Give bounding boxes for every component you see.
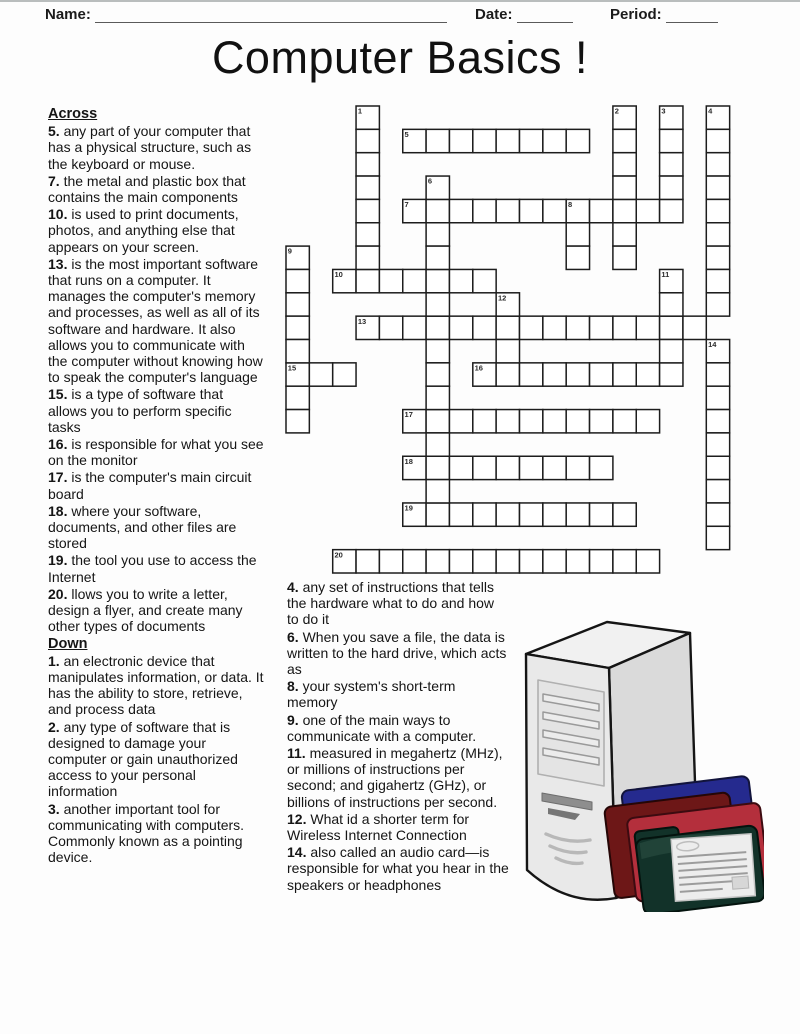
folders bbox=[602, 775, 764, 912]
cell-number: 4 bbox=[708, 106, 713, 116]
date-blank-line[interactable] bbox=[517, 7, 573, 23]
grid-cell[interactable] bbox=[613, 503, 636, 526]
clue-number: 20. bbox=[48, 585, 72, 602]
grid-cell[interactable] bbox=[543, 316, 566, 339]
grid-cell[interactable] bbox=[449, 199, 472, 222]
grid-cell[interactable] bbox=[449, 269, 472, 292]
clue-18: 18. where your software, documents, and other files are stored bbox=[48, 502, 237, 552]
grid-cell[interactable] bbox=[473, 550, 496, 573]
grid-cell[interactable] bbox=[520, 410, 543, 433]
crossword-grid bbox=[285, 105, 733, 576]
grid-cell[interactable] bbox=[590, 410, 613, 433]
cell-number: 14 bbox=[708, 340, 717, 350]
grid-cell[interactable] bbox=[543, 503, 566, 526]
clue-number: 18. bbox=[48, 502, 72, 519]
clue-column-middle bbox=[287, 579, 509, 894]
clue-13: 13. is the most important software that runs on a computer. It manages the computer's memory and processes, as well as all of its software and hardware. It also allows you to communicate with the computer without knowing how to speak the computer's language bbox=[48, 255, 263, 386]
grid-cell[interactable] bbox=[449, 503, 472, 526]
clue-number: 17. bbox=[48, 469, 72, 486]
grid-cell[interactable] bbox=[613, 176, 636, 199]
grid-cell[interactable] bbox=[660, 363, 683, 386]
clue-17: 17. is the computer's main circuit board bbox=[48, 469, 252, 502]
grid-cell[interactable] bbox=[426, 503, 449, 526]
clue-16: 16. is responsible for what you see on the monitor bbox=[48, 436, 264, 469]
grid-cell[interactable] bbox=[520, 199, 543, 222]
clue-number: 14. bbox=[287, 844, 311, 861]
grid-cell[interactable] bbox=[566, 503, 589, 526]
grid-cell[interactable] bbox=[496, 199, 519, 222]
name-field bbox=[45, 6, 447, 23]
grid-cell[interactable] bbox=[426, 293, 449, 316]
cell-number: 9 bbox=[287, 246, 292, 256]
grid-cell[interactable] bbox=[706, 410, 729, 433]
cell-number: 15 bbox=[287, 363, 297, 373]
grid-cell[interactable] bbox=[590, 199, 613, 222]
grid-cell[interactable] bbox=[590, 316, 613, 339]
page-title: Computer Basics ! bbox=[211, 32, 589, 83]
grid-cell[interactable] bbox=[403, 269, 426, 292]
grid-cell[interactable] bbox=[706, 433, 729, 456]
clue-15: 15. is a type of software that allows you to perform specific tasks bbox=[48, 386, 232, 435]
grid-cell[interactable] bbox=[379, 316, 402, 339]
grid-cell[interactable] bbox=[613, 153, 636, 176]
grid-cell[interactable] bbox=[706, 503, 729, 526]
grid-cell[interactable] bbox=[613, 129, 636, 152]
grid-cell[interactable] bbox=[706, 176, 729, 199]
grid-cell[interactable] bbox=[473, 199, 496, 222]
grid-cell[interactable] bbox=[543, 199, 566, 222]
clue-number: 1. bbox=[48, 652, 64, 669]
cell-number: 20 bbox=[334, 550, 343, 560]
grid-cell[interactable] bbox=[613, 199, 636, 222]
grid-cell[interactable] bbox=[496, 316, 519, 339]
grid-cell[interactable] bbox=[403, 550, 426, 573]
cell-number: 19 bbox=[404, 503, 413, 513]
grid-cell[interactable] bbox=[660, 340, 683, 363]
grid-cell[interactable] bbox=[706, 386, 729, 409]
grid-cell[interactable] bbox=[590, 550, 613, 573]
scan-edge-line bbox=[0, 0, 800, 2]
grid-cell[interactable] bbox=[286, 340, 309, 363]
grid-cell[interactable] bbox=[706, 480, 729, 503]
grid-cell[interactable] bbox=[426, 363, 449, 386]
period-field bbox=[610, 6, 718, 23]
grid-cell[interactable] bbox=[706, 269, 729, 292]
grid-cell[interactable] bbox=[356, 129, 379, 152]
grid-cell[interactable] bbox=[473, 410, 496, 433]
grid-cell[interactable] bbox=[496, 410, 519, 433]
grid-cell[interactable] bbox=[590, 456, 613, 479]
grid-cell[interactable] bbox=[636, 550, 659, 573]
clue-6: 6. When you save a file, the data is written to the hard drive, which acts as bbox=[287, 628, 507, 678]
grid-cell[interactable] bbox=[543, 456, 566, 479]
grid-cell[interactable] bbox=[660, 176, 683, 199]
cell-number: 7 bbox=[404, 200, 409, 209]
grid-cell[interactable] bbox=[286, 316, 309, 339]
clue-number: 16. bbox=[48, 436, 72, 453]
grid-cell[interactable] bbox=[449, 456, 472, 479]
grid-cell[interactable] bbox=[496, 129, 519, 152]
grid-cell[interactable] bbox=[660, 316, 683, 339]
grid-cell[interactable] bbox=[496, 503, 519, 526]
grid-cell[interactable] bbox=[449, 129, 472, 152]
grid-cell[interactable] bbox=[286, 410, 309, 433]
period-blank-line[interactable] bbox=[666, 7, 718, 23]
clue-number: 19. bbox=[48, 552, 72, 569]
grid-cell[interactable] bbox=[660, 293, 683, 316]
grid-cell[interactable] bbox=[520, 503, 543, 526]
grid-cell[interactable] bbox=[706, 129, 729, 152]
grid-cell[interactable] bbox=[309, 363, 332, 386]
cell-number: 6 bbox=[427, 176, 433, 186]
cell-number: 11 bbox=[661, 270, 670, 280]
date-field bbox=[475, 6, 573, 23]
grid-cell[interactable] bbox=[379, 550, 402, 573]
grid-cell[interactable] bbox=[613, 223, 636, 246]
cell-number: 16 bbox=[474, 363, 483, 373]
clue-number: 15. bbox=[48, 386, 72, 403]
grid-cell[interactable] bbox=[426, 269, 449, 292]
grid-cell[interactable] bbox=[706, 526, 729, 549]
across-heading: Across bbox=[48, 106, 98, 122]
clue-number: 2. bbox=[48, 718, 64, 735]
grid-cell[interactable] bbox=[706, 293, 729, 316]
grid-cell[interactable] bbox=[403, 316, 426, 339]
period-label: Period: bbox=[610, 6, 662, 23]
grid-cell[interactable] bbox=[496, 363, 519, 386]
grid-cell[interactable] bbox=[496, 550, 519, 573]
grid-cell[interactable] bbox=[566, 316, 589, 339]
grid-cell[interactable] bbox=[379, 269, 402, 292]
clue-number: 10. bbox=[48, 206, 72, 223]
grid-cell[interactable] bbox=[426, 316, 449, 339]
name-blank-line[interactable] bbox=[95, 7, 447, 23]
grid-cell[interactable] bbox=[520, 129, 543, 152]
grid-cell[interactable] bbox=[520, 456, 543, 479]
grid-cell[interactable] bbox=[566, 129, 589, 152]
grid-cell[interactable] bbox=[286, 269, 309, 292]
clue-1: 1. an electronic device that manipulates information, or data. It has the ability to store, retrieve, and process data bbox=[48, 652, 264, 718]
grid-cell[interactable] bbox=[426, 386, 449, 409]
down-heading: Down bbox=[48, 635, 88, 652]
clue-8: 8. your system's short-term memory bbox=[287, 678, 456, 711]
clue-column-left bbox=[48, 106, 264, 866]
clue-12: 12. What id a shorter term for Wireless Internet Connection bbox=[287, 810, 470, 844]
cell-number: 3 bbox=[661, 106, 666, 116]
grid-cell[interactable] bbox=[473, 503, 496, 526]
grid-cell[interactable] bbox=[636, 363, 659, 386]
grid-cell[interactable] bbox=[426, 433, 449, 456]
cell-number: 8 bbox=[568, 200, 573, 209]
clue-9: 9. one of the main ways to communicate with a computer. bbox=[287, 711, 477, 744]
clue-number: 12. bbox=[287, 810, 311, 827]
grid-cell[interactable] bbox=[706, 363, 729, 386]
document-in-folder bbox=[671, 834, 755, 901]
grid-cell[interactable] bbox=[566, 246, 589, 269]
grid-cell[interactable] bbox=[636, 199, 659, 222]
clue-number: 3. bbox=[48, 800, 64, 817]
grid-cell[interactable] bbox=[613, 246, 636, 269]
clue-14: 14. also called an audio card—is responsible for what you hear in the speakers or headphones bbox=[287, 844, 509, 893]
down-clue-list-1 bbox=[48, 653, 264, 866]
grid-cell[interactable] bbox=[449, 550, 472, 573]
grid-cell[interactable] bbox=[613, 550, 636, 573]
grid-cell[interactable] bbox=[520, 316, 543, 339]
cell-number: 5 bbox=[404, 129, 409, 139]
grid-cell[interactable] bbox=[520, 363, 543, 386]
grid-cell[interactable] bbox=[566, 410, 589, 433]
clue-number: 7. bbox=[48, 172, 64, 189]
cell-number: 12 bbox=[497, 293, 507, 303]
grid-cell[interactable] bbox=[543, 410, 566, 433]
grid-cell[interactable] bbox=[426, 456, 449, 479]
grid-cell[interactable] bbox=[660, 129, 683, 152]
grid-cell[interactable] bbox=[333, 363, 356, 386]
clue-19: 19. the tool you use to access the Internet bbox=[48, 552, 257, 585]
clue-5: 5. any part of your computer that has a physical structure, such as the keyboard or mouse. bbox=[48, 123, 252, 172]
grid-cell[interactable] bbox=[683, 316, 706, 339]
clue-7: 7. the metal and plastic box that contains the main components bbox=[48, 172, 246, 206]
grid-cell[interactable] bbox=[426, 246, 449, 269]
grid-cell[interactable] bbox=[660, 199, 683, 222]
grid-cell[interactable] bbox=[426, 129, 449, 152]
grid-cell[interactable] bbox=[706, 199, 729, 222]
grid-cell[interactable] bbox=[706, 456, 729, 479]
grid-cell[interactable] bbox=[356, 269, 379, 292]
grid-cell[interactable] bbox=[566, 456, 589, 479]
cell-number: 1 bbox=[357, 106, 363, 116]
across-clue-list bbox=[48, 123, 264, 634]
grid-cell[interactable] bbox=[356, 199, 379, 222]
grid-cell[interactable] bbox=[356, 223, 379, 246]
grid-cell[interactable] bbox=[449, 316, 472, 339]
grid-cell[interactable] bbox=[426, 550, 449, 573]
grid-cell[interactable] bbox=[660, 153, 683, 176]
cell-number: 18 bbox=[404, 456, 413, 466]
cell-number: 13 bbox=[357, 316, 367, 326]
grid-cell[interactable] bbox=[356, 246, 379, 269]
grid-cell[interactable] bbox=[590, 363, 613, 386]
grid-cell[interactable] bbox=[473, 269, 496, 292]
grid-cell[interactable] bbox=[356, 550, 379, 573]
grid-cell[interactable] bbox=[356, 176, 379, 199]
clue-number: 8. bbox=[287, 678, 303, 695]
grid-cell[interactable] bbox=[449, 410, 472, 433]
grid-cell[interactable] bbox=[473, 316, 496, 339]
grid-cell[interactable] bbox=[566, 550, 589, 573]
clue-number: 5. bbox=[48, 123, 64, 140]
grid-cell[interactable] bbox=[473, 129, 496, 152]
grid-cell[interactable] bbox=[426, 410, 449, 433]
clue-number: 11. bbox=[287, 745, 310, 762]
clue-number: 6. bbox=[287, 628, 303, 645]
cell-number: 10 bbox=[334, 270, 343, 280]
computer-tower-illustration bbox=[512, 616, 764, 912]
date-label: Date: bbox=[475, 6, 513, 23]
grid-cell[interactable] bbox=[520, 550, 543, 573]
grid-cell[interactable] bbox=[613, 316, 636, 339]
grid-cell[interactable] bbox=[543, 129, 566, 152]
grid-cell[interactable] bbox=[613, 410, 636, 433]
grid-cell[interactable] bbox=[473, 456, 496, 479]
grid-cell[interactable] bbox=[613, 363, 636, 386]
name-label: Name: bbox=[45, 6, 91, 23]
grid-cell[interactable] bbox=[426, 480, 449, 503]
clue-11: 11. measured in megahertz (MHz), or millions of instructions per second; and gigahertz (GHz), or billions of instructions per second. bbox=[287, 745, 503, 810]
grid-cell[interactable] bbox=[706, 246, 729, 269]
grid-cell[interactable] bbox=[566, 223, 589, 246]
grid-cell[interactable] bbox=[706, 153, 729, 176]
cell-number: 2 bbox=[614, 106, 619, 116]
clue-20: 20. llows you to write a letter, design a flyer, and create many other types of documents bbox=[48, 585, 243, 635]
grid-cell[interactable] bbox=[426, 199, 449, 222]
clue-4: 4. any set of instructions that tells the hardware what to do and how to do it bbox=[287, 579, 495, 628]
grid-cell[interactable] bbox=[636, 410, 659, 433]
down-clue-list-2 bbox=[287, 579, 509, 893]
grid-cell[interactable] bbox=[706, 223, 729, 246]
grid-cell[interactable] bbox=[543, 550, 566, 573]
grid-cell[interactable] bbox=[356, 153, 379, 176]
clue-number: 4. bbox=[287, 579, 303, 595]
clue-number: 9. bbox=[287, 711, 303, 728]
worksheet-header bbox=[45, 6, 757, 30]
grid-cell[interactable] bbox=[286, 293, 309, 316]
cell-number: 17 bbox=[404, 410, 413, 420]
clue-10: 10. is used to print documents, photos, and anything else that appears on your screen. bbox=[48, 206, 239, 255]
grid-cell[interactable] bbox=[590, 503, 613, 526]
grid-cell[interactable] bbox=[543, 363, 566, 386]
grid-cell[interactable] bbox=[636, 316, 659, 339]
clue-2: 2. any type of software that is designed to damage your computer or gain unauthorized access to your personal information bbox=[48, 718, 238, 800]
clue-number: 13. bbox=[48, 255, 72, 272]
grid-cell[interactable] bbox=[286, 386, 309, 409]
grid-cell[interactable] bbox=[496, 340, 519, 363]
grid-cell[interactable] bbox=[426, 223, 449, 246]
clue-3: 3. another important tool for communicating with computers. Commonly known as a pointing device. bbox=[48, 800, 245, 866]
grid-cell[interactable] bbox=[426, 340, 449, 363]
grid-cell[interactable] bbox=[496, 456, 519, 479]
grid-cell[interactable] bbox=[566, 363, 589, 386]
